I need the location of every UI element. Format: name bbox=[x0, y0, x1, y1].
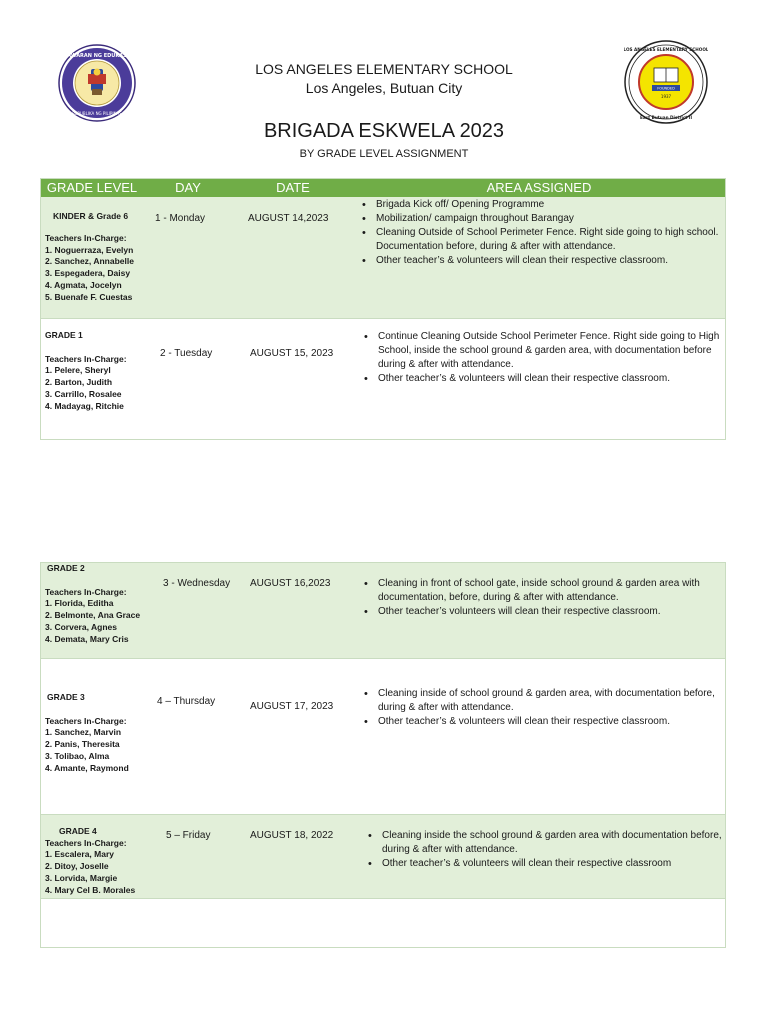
column-header-area-assigned: AREA ASSIGNED bbox=[486, 180, 592, 195]
date-cell: AUGUST 18, 2022 bbox=[250, 830, 334, 841]
area-assigned-cell bbox=[361, 577, 723, 619]
teachers-label: Teachers In-Charge: bbox=[45, 233, 127, 243]
table-row bbox=[41, 563, 725, 659]
teachers-label: Teachers In-Charge: bbox=[45, 586, 127, 597]
teacher-name: 2. Panis, Theresita bbox=[45, 739, 120, 750]
teachers-cell bbox=[45, 233, 134, 303]
document-subtitle: BY GRADE LEVEL ASSIGNMENT bbox=[299, 148, 469, 160]
logo-right-year: 1937 bbox=[660, 94, 672, 99]
teacher-name: 1. Florida, Editha bbox=[45, 598, 114, 609]
date-cell: AUGUST 15, 2023 bbox=[250, 348, 334, 359]
teacher-name: 2. Ditoy, Joselle bbox=[45, 861, 109, 872]
teacher-name: 1. Escalera, Mary bbox=[45, 849, 114, 860]
school-address: Los Angeles, Butuan City bbox=[305, 80, 463, 96]
grade-level-cell bbox=[45, 826, 135, 896]
teacher-name: 4. Madayag, Ritchie bbox=[45, 400, 124, 411]
area-item: • Other teacher’s & volunteers will clean their respective classroom bbox=[365, 857, 725, 871]
teachers-label: Teachers In-Charge: bbox=[45, 837, 127, 848]
teacher-name: 3. Tolibao, Alma bbox=[45, 750, 110, 761]
teacher-name: 1. Pelere, Sheryl bbox=[45, 365, 111, 376]
table-row bbox=[41, 815, 725, 899]
area-assigned-cell bbox=[361, 330, 723, 386]
teacher-name: 4. Agmata, Jocelyn bbox=[45, 279, 122, 290]
table-row bbox=[41, 659, 725, 815]
day-cell: 4 – Thursday bbox=[157, 696, 216, 707]
teachers-label: Teachers In-Charge: bbox=[45, 353, 127, 364]
area-item: • Cleaning inside the school ground & garden area with documentation before, during & after with attendance. bbox=[365, 829, 725, 857]
table-header bbox=[41, 179, 725, 197]
date-cell: AUGUST 16,2023 bbox=[250, 578, 331, 589]
logo-left-ring-bottom: REPUBLIKA NG PILIPINAS bbox=[72, 111, 122, 116]
teacher-name: 5. Buenafe F. Cuestas bbox=[45, 291, 133, 302]
grade-level-cell bbox=[45, 563, 140, 645]
grade-level-cell bbox=[53, 211, 128, 223]
teacher-name: 3. Espegadera, Daisy bbox=[45, 268, 131, 279]
table-row bbox=[41, 197, 725, 319]
area-item: • Cleaning Outside of School Perimeter Fence. Right side going to high school. Documentation before, during & after with attendance. bbox=[359, 226, 723, 254]
logo-left-ring-top: KAGAWARAN NG EDUKASYON bbox=[58, 53, 136, 59]
area-item: • Other teacher’s & volunteers will clean their respective classroom. bbox=[361, 715, 723, 729]
area-item: • Cleaning in front of school gate, inside school ground & garden area with documentation, before, during & after with attendance. bbox=[361, 577, 723, 605]
empty-table-row bbox=[41, 899, 725, 947]
grade-title: KINDER & Grade 6 bbox=[53, 211, 129, 221]
area-item: • Continue Cleaning Outside School Perimeter Fence. Right side going to High School, inside the school ground & garden area, with documentation before during & after with attendance. bbox=[361, 330, 723, 372]
document-title: BRIGADA ESKWELA 2023 bbox=[263, 120, 505, 142]
area-assigned-cell bbox=[359, 198, 723, 268]
day-cell: 1 - Monday bbox=[155, 213, 206, 224]
teacher-name: 3. Lorvida, Margie bbox=[45, 872, 118, 883]
column-header-grade-level: GRADE LEVEL bbox=[46, 180, 138, 195]
logo-right-banner: FOUNDED bbox=[657, 86, 675, 91]
area-assigned-cell bbox=[361, 687, 723, 729]
teacher-name: 2. Sanchez, Annabelle bbox=[45, 256, 134, 267]
teacher-name: 4. Mary Cel B. Morales bbox=[45, 884, 136, 895]
column-header-day: DAY bbox=[175, 180, 201, 195]
area-item: • Other teacher’s & volunteers will clean their respective classroom. bbox=[359, 254, 723, 268]
teacher-name: 3. Carrillo, Rosalee bbox=[45, 388, 122, 399]
teacher-name: 1. Noguerraza, Evelyn bbox=[45, 244, 134, 255]
area-item: • Other teacher’s volunteers will clean their respective classroom. bbox=[361, 605, 723, 619]
day-cell: 2 - Tuesday bbox=[160, 348, 213, 359]
grade-level-cell bbox=[45, 692, 129, 774]
grade-title: GRADE 4 bbox=[59, 826, 97, 836]
teacher-name: 2. Barton, Judith bbox=[45, 377, 113, 388]
column-header-date: DATE bbox=[276, 180, 310, 195]
table-row bbox=[41, 319, 725, 439]
teacher-name: 3. Corvera, Agnes bbox=[45, 621, 117, 632]
assignment-table-bottom bbox=[40, 562, 726, 948]
teacher-name: 1. Sanchez, Marvin bbox=[45, 727, 122, 738]
date-cell: AUGUST 17, 2023 bbox=[250, 701, 334, 712]
logo-right-ring-bottom: East Butuan District II bbox=[639, 115, 693, 120]
grade-level-cell bbox=[45, 330, 127, 412]
assignment-table-top bbox=[40, 178, 726, 440]
date-cell: AUGUST 14,2023 bbox=[248, 213, 329, 224]
school-name: LOS ANGELES ELEMENTARY SCHOOL bbox=[255, 61, 513, 77]
area-item: • Other teacher’s & volunteers will clean their respective classroom. bbox=[361, 372, 723, 386]
teacher-name: 4. Demata, Mary Cris bbox=[45, 633, 129, 644]
teacher-name: 4. Amante, Raymond bbox=[45, 762, 129, 773]
grade-title: GRADE 3 bbox=[47, 692, 85, 702]
grade-title: GRADE 2 bbox=[47, 563, 85, 573]
teacher-name: 2. Belmonte, Ana Grace bbox=[45, 610, 141, 621]
area-item: • Brigada Kick off/ Opening Programme bbox=[359, 198, 723, 212]
day-cell: 3 - Wednesday bbox=[163, 578, 231, 589]
teachers-label: Teachers In-Charge: bbox=[45, 715, 127, 726]
area-item: • Cleaning inside of school ground & garden area, with documentation before, during & after with attendance. bbox=[361, 687, 723, 715]
grade-title: GRADE 1 bbox=[45, 330, 83, 340]
day-cell: 5 – Friday bbox=[166, 830, 211, 841]
logo-right-ring-top: LOS ANGELES ELEMENTARY SCHOOL bbox=[624, 47, 708, 52]
area-assigned-cell bbox=[365, 829, 725, 871]
area-item: • Mobilization/ campaign throughout Barangay bbox=[359, 212, 723, 226]
